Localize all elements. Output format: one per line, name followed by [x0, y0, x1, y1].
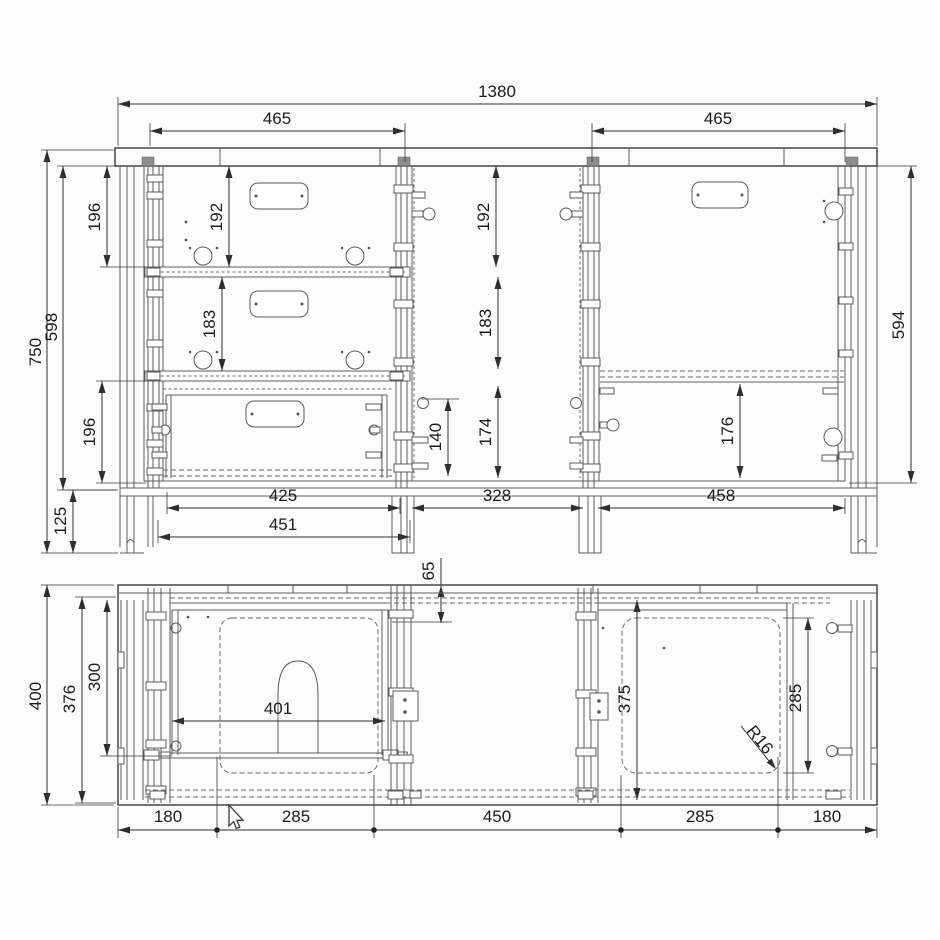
dim-overall-width: 1380: [478, 82, 516, 101]
plan-right-unit: [576, 588, 793, 803]
dim-corner-radius: R16: [742, 721, 778, 758]
dim-opening-left: 465: [262, 109, 292, 128]
plan-front-rail: [145, 790, 850, 799]
dim-carcass-height: 598: [42, 312, 61, 342]
dim-right-lower-height: 176: [718, 416, 737, 446]
dim-bay-bottom-height: 174: [476, 417, 495, 447]
dim-plinth-height: 125: [51, 506, 70, 536]
drawer-3: [152, 389, 392, 478]
dim-drawer2-height: 183: [200, 309, 219, 339]
dim-top-section-left: 196: [85, 202, 104, 232]
dim-right-opening-width: 458: [706, 486, 736, 505]
dim-drawer-width: 425: [268, 486, 298, 505]
dim-right-panel-width: 285: [786, 683, 805, 713]
dim-drawer3-front-height: 140: [426, 422, 445, 452]
drawer-1: [145, 183, 410, 277]
dim-chain-450: 450: [482, 807, 512, 826]
dim-overall-height: 750: [26, 337, 45, 367]
dim-opening-right: 465: [703, 109, 733, 128]
dim-chain-285-left: 285: [281, 807, 311, 826]
dim-right-inner-depth: 375: [615, 684, 634, 714]
front-dimensions: [26, 82, 917, 623]
plan-right-wall: [827, 600, 878, 800]
plan-view: [26, 585, 877, 838]
dim-chain-180-right: 180: [812, 807, 842, 826]
dim-drawer1-height: 192: [207, 202, 226, 232]
dim-chain-180-left: 180: [153, 807, 183, 826]
dim-center-opening-width: 328: [482, 486, 512, 505]
dim-bay-mid-height: 183: [476, 308, 495, 338]
dim-bay-top-height: 192: [474, 202, 493, 232]
plan-mid-post: [389, 585, 418, 805]
dim-inner-depth: 376: [60, 684, 79, 714]
front-view: [26, 82, 917, 623]
dim-rail-offset: 65: [419, 561, 438, 581]
dim-bottom-section-left: 196: [80, 417, 99, 447]
mouse-cursor: [229, 805, 243, 828]
dim-drawer-depth: 300: [85, 662, 104, 692]
top-panel: [115, 148, 877, 166]
dim-overall-depth: 400: [26, 681, 45, 711]
dim-drawer-front-width: 451: [268, 515, 298, 534]
drawer-2: [145, 291, 410, 381]
plan-left-drawer-unit: [143, 603, 408, 773]
dim-chain-285-right: 285: [685, 807, 715, 826]
dim-plan-drawer-width: 401: [263, 699, 293, 718]
dim-right-opening-height: 594: [889, 310, 908, 340]
